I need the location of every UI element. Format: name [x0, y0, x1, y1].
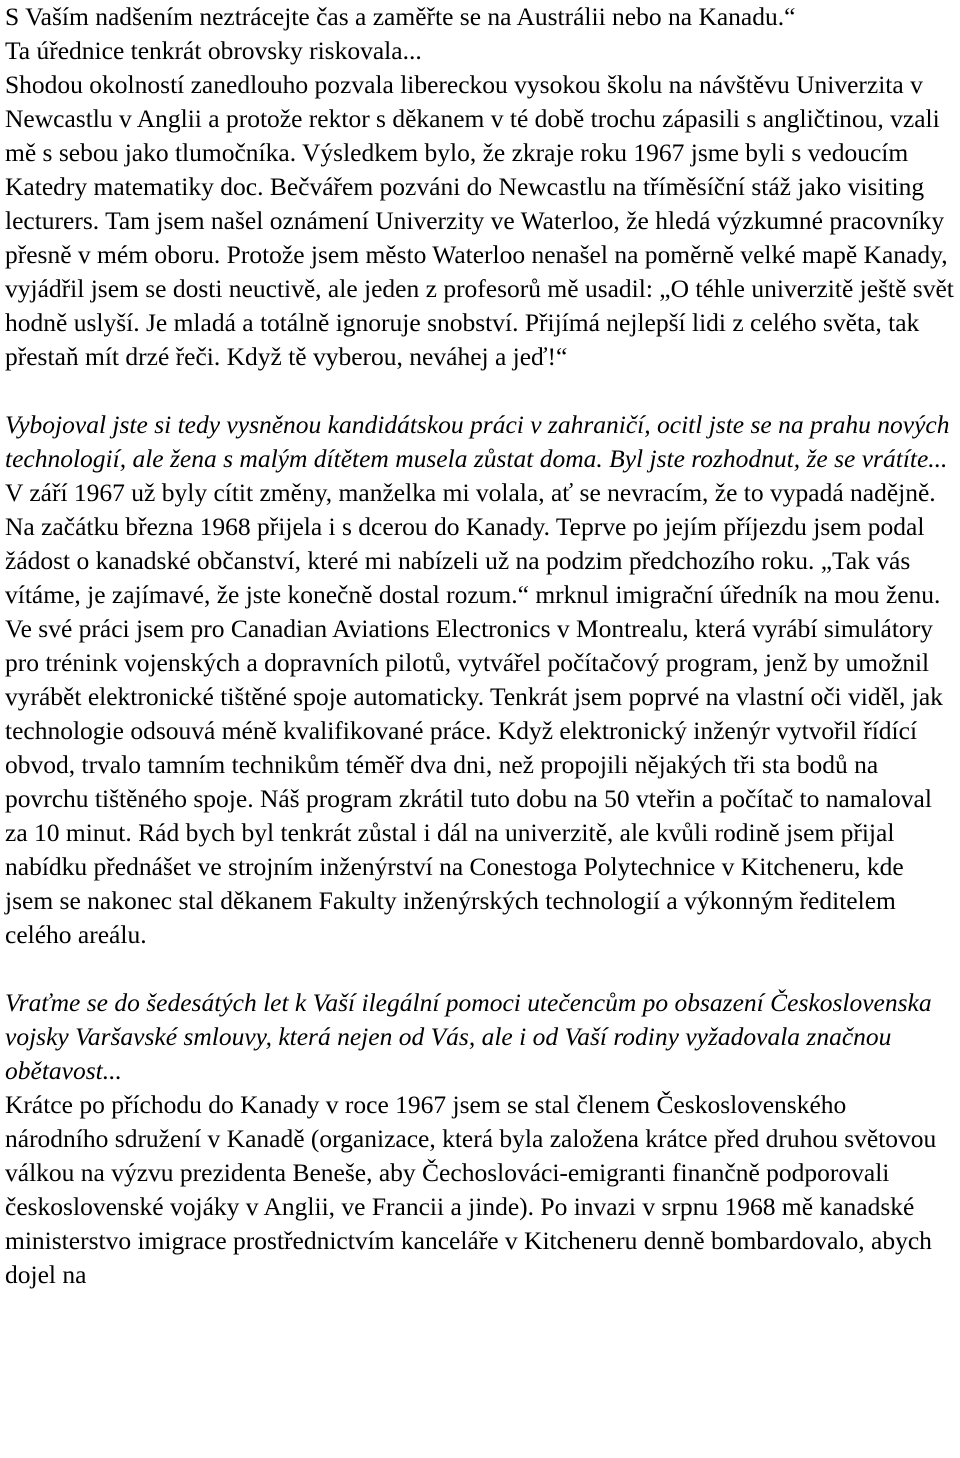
interview-question: Ta úřednice tenkrát obrovsky riskovala... [5, 36, 422, 65]
answer-paragraph: Shodou okolností zanedlouho pozvala libereckou vysokou školu na návštěvu Univerzita v Newcastlu v Anglii a protože rektor s děkanem v té době trochu zápasili s angličtinou, vzali mě s sebou jako tlumočníka. Výsledkem bylo, že zkraje roku 1967 jsme byli s vedoucím Katedry matematiky doc. Bečvářem pozváni do Newcastlu na tříměsíční stáž jako visiting lecturers. Tam jsem našel oznámení Univerzity ve Waterloo, že hledá výzkumné pracovníky přesně v mém oboru. Protože jsem město Waterloo nenašel na poměrně velké mapě Kanady, vyjádřil jsem se dosti neuctivě, ale jeden z profesorů mě usadil: „O téhle univerzitě ještě svět hodně uslyší. Je mladá a totálně ignoruje snobství. Přijímá nejlepší lidi z celého světa, tak přestaň mít drzé řeči. Když tě vyberou, neváhej a jeď!“ [5, 70, 954, 371]
document-page [5, 0, 955, 1292]
answer-paragraph: V září 1967 už byly cítit změny, manželka mi volala, ať se nevracím, že to vypadá nadějně. Na začátku března 1968 přijela i s dcerou do Kanady. Teprve po jejím příjezdu jsem podal žádost o kanadské občanství, které mi nabízeli už na podzim předchozího roku. „Tak vás vítáme, je zajímavé, že jste konečně dostal rozum.“ mrknul imigrační úředník na mou ženu. [5, 478, 941, 609]
answer-paragraph: Ve své práci jsem pro Canadian Aviations Electronics v Montrealu, která vyrábí simulátory pro trénink vojenských a dopravních pilotů, vytvářel počítačový program, jenž by umožnil vyrábět elektronické tištěné spoje automaticky. Tenkrát jsem poprvé na vlastní oči viděl, jak technologie odsouvá méně kvalifikované práce. Když elektronický inženýr vytvořil řídící obvod, trvalo tamním technikům téměř dva dni, než propojili nějakých tři sta bodů na povrchu tištěného spoje. Náš program zkrátil tuto dobu na 50 vteřin a počítač to namaloval za 10 minut. Rád bych byl tenkrát zůstal i dál na univerzitě, ale kvůli rodině jsem přijal nabídku přednášet ve strojním inženýrství na Conestoga Polytechnice v Kitcheneru, kde jsem se nakonec stal děkanem Fakulty inženýrských technologií a výkonným ředitelem celého areálu. [5, 614, 943, 949]
answer-paragraph: Krátce po příchodu do Kanady v roce 1967 jsem se stal členem Československého národního sdružení v Kanadě (organizace, která byla založena krátce před druhou světovou válkou na výzvu prezidenta Beneše, aby Čechoslováci-emigranti finančně podporovali československé vojáky v Anglii, ve Francii a jinde). Po invazi v srpnu 1968 mě kanadské ministerstvo imigrace prostřednictvím kanceláře v Kitcheneru denně bombardovalo, abych dojel na [5, 1090, 937, 1289]
answer-paragraph: S Vaším nadšením neztrácejte čas a zaměřte se na Austrálii nebo na Kanadu.“ [5, 2, 796, 31]
interview-question: Vybojoval jste si tedy vysněnou kandidátskou práci v zahraničí, ocitl jste se na prahu nových technologií, ale žena s malým dítětem musela zůstat doma. Byl jste rozhodnut, že se vrátíte... [5, 410, 950, 473]
paragraph-gap [5, 952, 955, 986]
interview-question: Vraťme se do šedesátých let k Vaší ilegální pomoci utečencům po obsazení Československa vojsky Varšavské smlouvy, která nejen od Vás, ale i od Vaší rodiny vyžadovala značnou obětavost... [5, 988, 932, 1085]
paragraph-gap [5, 374, 955, 408]
